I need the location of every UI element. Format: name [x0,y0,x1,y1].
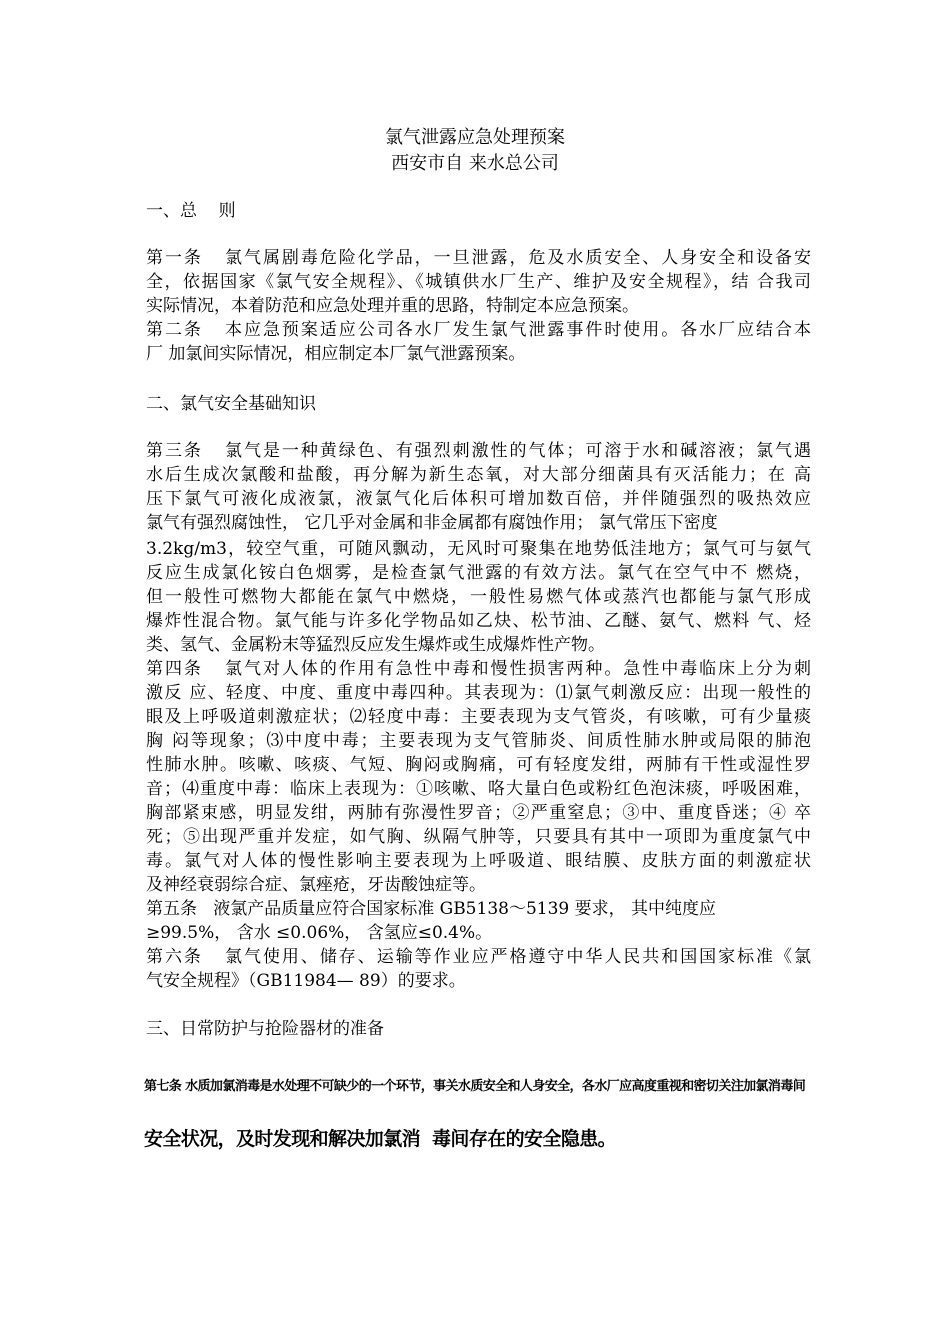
paragraph-line: 第二条 本应急预案适应公司各水厂发生氯气泄露事件时使用。各水厂应结合本 [146,320,811,340]
paragraph-line: 眼及上呼吸道刺激症状；⑵轻度中毒：主要表现为支气管炎，有咳嗽，可有少量痰 [146,707,811,727]
bold-paragraph-line: 安全状况，及时发现和解决加氯消 毒间存在的安全隐患。 [144,1128,617,1150]
paragraph-line: 激反 应、轻度、中度、重度中毒四种。其表现为：⑴氯气刺激反应：出现一般性的 [146,683,811,703]
paragraph-line: 全，依据国家《氯气安全规程》、《城镇供水厂生产、维护及安全规程》，结 合我司 [146,272,811,292]
paragraph-line: 反应生成氯化铵白色烟雾，是检查氯气泄露的有效方法。氯气在空气中不 燃烧， [146,563,811,583]
bold-paragraph-line: 第七条 水质加氯消毒是水处理不可缺少的一个环节，事关水质安全和人身安全，各水厂应高度重视和密切关注加氯消毒间 [144,1079,806,1094]
paragraph-line: 胸部紧束感，明显发绀，两肺有弥漫性罗音；②严重窒息；③中、重度昏迷；④ 卒 [146,803,811,823]
paragraph-line: 第三条 氯气是一种黄绿色、有强烈刺激性的气体；可溶于水和碱溶液；氯气遇 [146,441,811,461]
paragraph-line: 胸 闷等现象；⑶中度中毒；主要表现为支气管肺炎、间质性肺水肿或局限的肺泡 [146,731,811,751]
document-title: 氯气泄露应急处理预案 [385,127,565,148]
paragraph-line: 厂 加氯间实际情况，相应制定本厂氯气泄露预案。 [146,344,526,364]
paragraph-line: 但一般性可燃物大都能在氯气中燃烧，一般性易燃气体或蒸汽也都能与氯气形成 [146,587,811,607]
document-subtitle: 西安市自 来水总公司 [391,153,559,174]
paragraph-line: 压下氯气可液化成液氯，液氯气化后体积可增加数百倍，并伴随强烈的吸热效应 [146,489,811,509]
paragraph-line: 音；⑷重度中毒：临床上表现为：①咳嗽、咯大量白色或粉红色泡沫痰，呼吸困难， [146,779,811,799]
paragraph-line: 类、氢气、金属粉末等猛烈反应发生爆炸或生成爆炸性产物。 [146,635,605,655]
paragraph-line: 性肺水肿。咳嗽、咳痰、气短、胸闷或胸痛，可有轻度发绀，两肺有干性或湿性罗 [146,755,811,775]
paragraph-line: 第五条 液氯产品质量应符合国家标准 GB5138～5139 要求， 其中纯度应 [146,899,717,919]
paragraph-line: 第六条 氯气使用、储存、运输等作业应严格遵守中华人民共和国国家标准《氯 [146,947,811,967]
paragraph-line: 第四条 氯气对人体的作用有急性中毒和慢性损害两种。急性中毒临床上分为刺 [146,659,811,679]
paragraph-line: 及神经衰弱综合症、氯痤疮，牙齿酸蚀症等。 [146,875,486,895]
section-heading-chlorine-basics: 二、氯气安全基础知识 [146,394,316,414]
paragraph-line: ≥99.5%， 含水 ≤0.06%， 含氢应≤0.4%。 [146,923,493,943]
paragraph-line: 气安全规程》（GB11984— 89）的要求。 [146,971,466,991]
paragraph-line: 第一条 氯气属剧毒危险化学品，一旦泄露，危及水质安全、人身安全和设备安 [146,248,811,268]
section-heading-daily-protection: 三、日常防护与抢险器材的准备 [146,1019,384,1039]
paragraph-line: 氯气有强烈腐蚀性， 它几乎对金属和非金属都有腐蚀作用； 氯气常压下密度 [146,513,718,533]
paragraph-line: 实际情况，本着防范和应急处理并重的思路，特制定本应急预案。 [146,296,639,316]
section-heading-general: 一、总 则 [146,201,236,221]
paragraph-line: 死；⑤出现严重并发症，如气胸、纵隔气肿等，只要具有其中一项即为重度氯气中 [146,827,811,847]
paragraph-line: 毒。氯气对人体的慢性影响主要表现为上呼吸道、眼结膜、皮肤方面的刺激症状 [146,851,811,871]
paragraph-line: 爆炸性混合物。氯气能与许多化学物品如乙炔、松节油、乙醚、氨气、燃料 气、烃 [146,611,811,631]
paragraph-line: 3.2kg/m3，较空气重，可随风飘动，无风时可聚集在地势低洼地方；氯气可与氨气 [146,539,811,559]
paragraph-line: 水后生成次氯酸和盐酸，再分解为新生态氧，对大部分细菌具有灭活能力；在 高 [146,465,811,485]
